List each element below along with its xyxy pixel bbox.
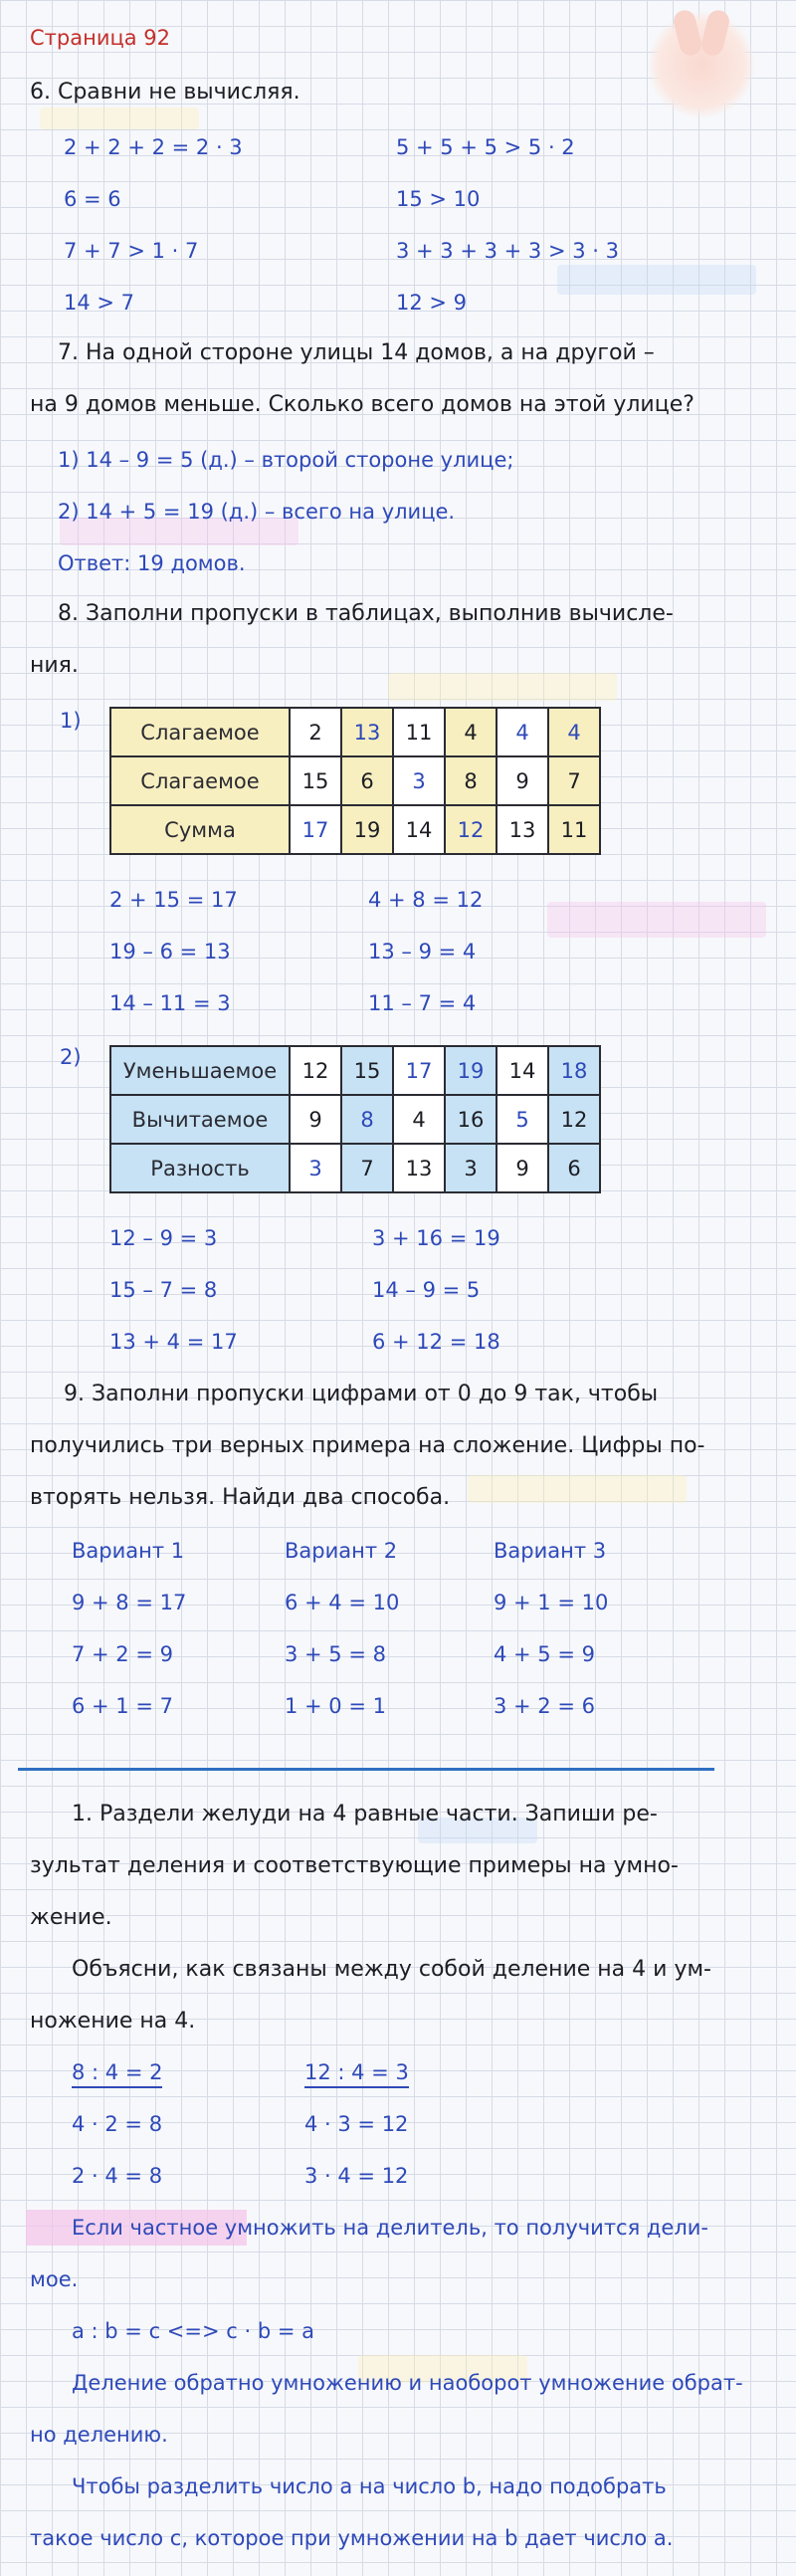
task6-right-2: 15 > 10 [396, 187, 481, 211]
task6-right-3: 3 + 3 + 3 + 3 > 3 · 3 [396, 239, 619, 263]
watermark [40, 107, 199, 129]
task6-left-4: 14 > 7 [64, 291, 135, 315]
table-row [110, 1046, 600, 1095]
task6-left-1: 2 + 2 + 2 = 2 · 3 [64, 135, 243, 159]
variant1-title: Вариант 1 [72, 1539, 185, 1563]
mult-left-2: 2 · 4 = 8 [72, 2164, 163, 2188]
task9-line3: вторять нельзя. Найди два способа. [30, 1485, 451, 1510]
task6-title: 6. Сравни не вычисляя. [30, 80, 300, 105]
task6-right-1: 5 + 5 + 5 > 5 · 2 [396, 135, 575, 159]
table-cell: 4 [445, 708, 497, 756]
difference-table [109, 1045, 601, 1193]
table-cell: 8 [445, 756, 497, 805]
table-cell: 4 [393, 1095, 445, 1144]
section-divider [18, 1768, 714, 1771]
task8-line2: ния. [30, 653, 79, 678]
watermark [557, 265, 756, 295]
calc1-right-2: 13 – 9 = 4 [368, 940, 477, 964]
calc2-left-1: 12 – 9 = 3 [109, 1226, 218, 1250]
table-cell: 9 [497, 756, 548, 805]
variant3-row2: 4 + 5 = 9 [494, 1642, 595, 1666]
table-cell: 17 [393, 1046, 445, 1095]
table-cell: 17 [290, 805, 341, 854]
task7-step1: 1) 14 – 9 = 5 (д.) – второй стороне улице; [58, 448, 514, 472]
mult-right-2: 3 · 4 = 12 [304, 2164, 409, 2188]
table-row-label: Слагаемое [110, 708, 290, 756]
table-row-label: Слагаемое [110, 756, 290, 805]
table-row-label: Разность [110, 1144, 290, 1192]
table-cell: 14 [497, 1046, 548, 1095]
watermark [468, 1475, 687, 1503]
table-cell: 4 [497, 708, 548, 756]
table-cell: 7 [341, 1144, 393, 1192]
variant1-row1: 9 + 8 = 17 [72, 1591, 187, 1614]
table-cell: 18 [548, 1046, 600, 1095]
table-cell: 5 [497, 1095, 548, 1144]
division-left: 8 : 4 = 2 [72, 2060, 162, 2088]
table-cell: 2 [290, 708, 341, 756]
table-cell: 9 [290, 1095, 341, 1144]
table-row [110, 805, 600, 854]
page-title: Страница 92 [30, 26, 171, 50]
task9-line2: получились три верных примера на сложение. Цифры по- [30, 1433, 705, 1458]
table-row-label: Уменьшаемое [110, 1046, 290, 1095]
final-line2: такое число c, которое при умножении на b дает число a. [30, 2526, 674, 2550]
calc2-left-3: 13 + 4 = 17 [109, 1330, 238, 1354]
task6-left-3: 7 + 7 > 1 · 7 [64, 239, 199, 263]
inverse-line1: Деление обратно умножению и наоборот умножение обрат- [72, 2371, 743, 2395]
calc1-right-1: 4 + 8 = 12 [368, 888, 484, 912]
table-cell: 16 [445, 1095, 497, 1144]
rule-line1: Если частное умножить на делитель, то получится дели- [72, 2216, 708, 2240]
calc2-right-2: 14 – 9 = 5 [372, 1278, 481, 1302]
table-cell: 11 [548, 805, 600, 854]
variant1-row2: 7 + 2 = 9 [72, 1642, 173, 1666]
watermark [547, 902, 766, 938]
variant2-row3: 1 + 0 = 1 [285, 1694, 386, 1718]
calc1-left-2: 19 – 6 = 13 [109, 940, 231, 964]
mult-right-1: 4 · 3 = 12 [304, 2112, 409, 2136]
table-cell: 11 [393, 708, 445, 756]
task8-part2-label: 2) [60, 1045, 82, 1069]
calc2-right-1: 3 + 16 = 19 [372, 1226, 500, 1250]
variant2-title: Вариант 2 [285, 1539, 398, 1563]
variant2-row1: 6 + 4 = 10 [285, 1591, 400, 1614]
s2-task1-line1: 1. Раздели желуди на 4 равные части. Запиши ре- [72, 1802, 658, 1826]
variant3-row3: 3 + 2 = 6 [494, 1694, 595, 1718]
table-row [110, 708, 600, 756]
sum-table [109, 707, 601, 855]
table-cell: 3 [290, 1144, 341, 1192]
table-row [110, 1095, 600, 1144]
table-cell: 14 [393, 805, 445, 854]
s2-explain-line1: Объясни, как связаны между собой деление на 4 и ум- [72, 1957, 711, 1982]
task7-line2: на 9 домов меньше. Сколько всего домов на этой улице? [30, 392, 695, 417]
task7-step2: 2) 14 + 5 = 19 (д.) – всего на улице. [58, 500, 456, 524]
task6-left-2: 6 = 6 [64, 187, 121, 211]
s2-explain-line2: ножение на 4. [30, 2009, 196, 2034]
table-row-label: Сумма [110, 805, 290, 854]
table-cell: 6 [548, 1144, 600, 1192]
calc1-left-1: 2 + 15 = 17 [109, 888, 238, 912]
variant3-row1: 9 + 1 = 10 [494, 1591, 609, 1614]
calc2-right-3: 6 + 12 = 18 [372, 1330, 500, 1354]
calc1-right-3: 11 – 7 = 4 [368, 991, 477, 1015]
watermark [388, 673, 617, 701]
table-cell: 3 [445, 1144, 497, 1192]
table-cell: 4 [548, 708, 600, 756]
table-cell: 15 [290, 756, 341, 805]
task7-answer: Ответ: 19 домов. [58, 551, 246, 575]
task8-line1: 8. Заполни пропуски в таблицах, выполнив вычисле- [58, 601, 674, 626]
table-cell: 13 [393, 1144, 445, 1192]
table-cell: 12 [445, 805, 497, 854]
formula: a : b = c <=> c · b = a [72, 2319, 314, 2343]
calc1-left-3: 14 – 11 = 3 [109, 991, 231, 1015]
mult-left-1: 4 · 2 = 8 [72, 2112, 163, 2136]
task7-line1: 7. На одной стороне улицы 14 домов, а на другой – [58, 340, 655, 365]
final-line1: Чтобы разделить число a на число b, надо подобрать [72, 2474, 667, 2498]
table-cell: 19 [341, 805, 393, 854]
table-cell: 9 [497, 1144, 548, 1192]
table-cell: 6 [341, 756, 393, 805]
table-cell: 13 [497, 805, 548, 854]
table-cell: 8 [341, 1095, 393, 1144]
variant1-row3: 6 + 1 = 7 [72, 1694, 173, 1718]
table-cell: 15 [341, 1046, 393, 1095]
division-right: 12 : 4 = 3 [304, 2060, 409, 2088]
table-row [110, 1144, 600, 1192]
table-row-label: Вычитаемое [110, 1095, 290, 1144]
table-cell: 12 [548, 1095, 600, 1144]
table-row [110, 756, 600, 805]
rabbit-logo-icon [647, 10, 756, 119]
rule-line2: мое. [30, 2267, 79, 2291]
task8-part1-label: 1) [60, 709, 82, 733]
s2-task1-line3: жение. [30, 1905, 112, 1930]
s2-task1-line2: зультат деления и соответствующие примеры на умно- [30, 1853, 679, 1878]
table-cell: 3 [393, 756, 445, 805]
table-cell: 19 [445, 1046, 497, 1095]
task6-right-4: 12 > 9 [396, 291, 468, 315]
variant3-title: Вариант 3 [494, 1539, 607, 1563]
task9-line1: 9. Заполни пропуски цифрами от 0 до 9 так, чтобы [64, 1382, 659, 1406]
inverse-line2: но делению. [30, 2423, 168, 2447]
table-cell: 13 [341, 708, 393, 756]
variant2-row2: 3 + 5 = 8 [285, 1642, 386, 1666]
table-cell: 12 [290, 1046, 341, 1095]
calc2-left-2: 15 – 7 = 8 [109, 1278, 218, 1302]
table-cell: 7 [548, 756, 600, 805]
